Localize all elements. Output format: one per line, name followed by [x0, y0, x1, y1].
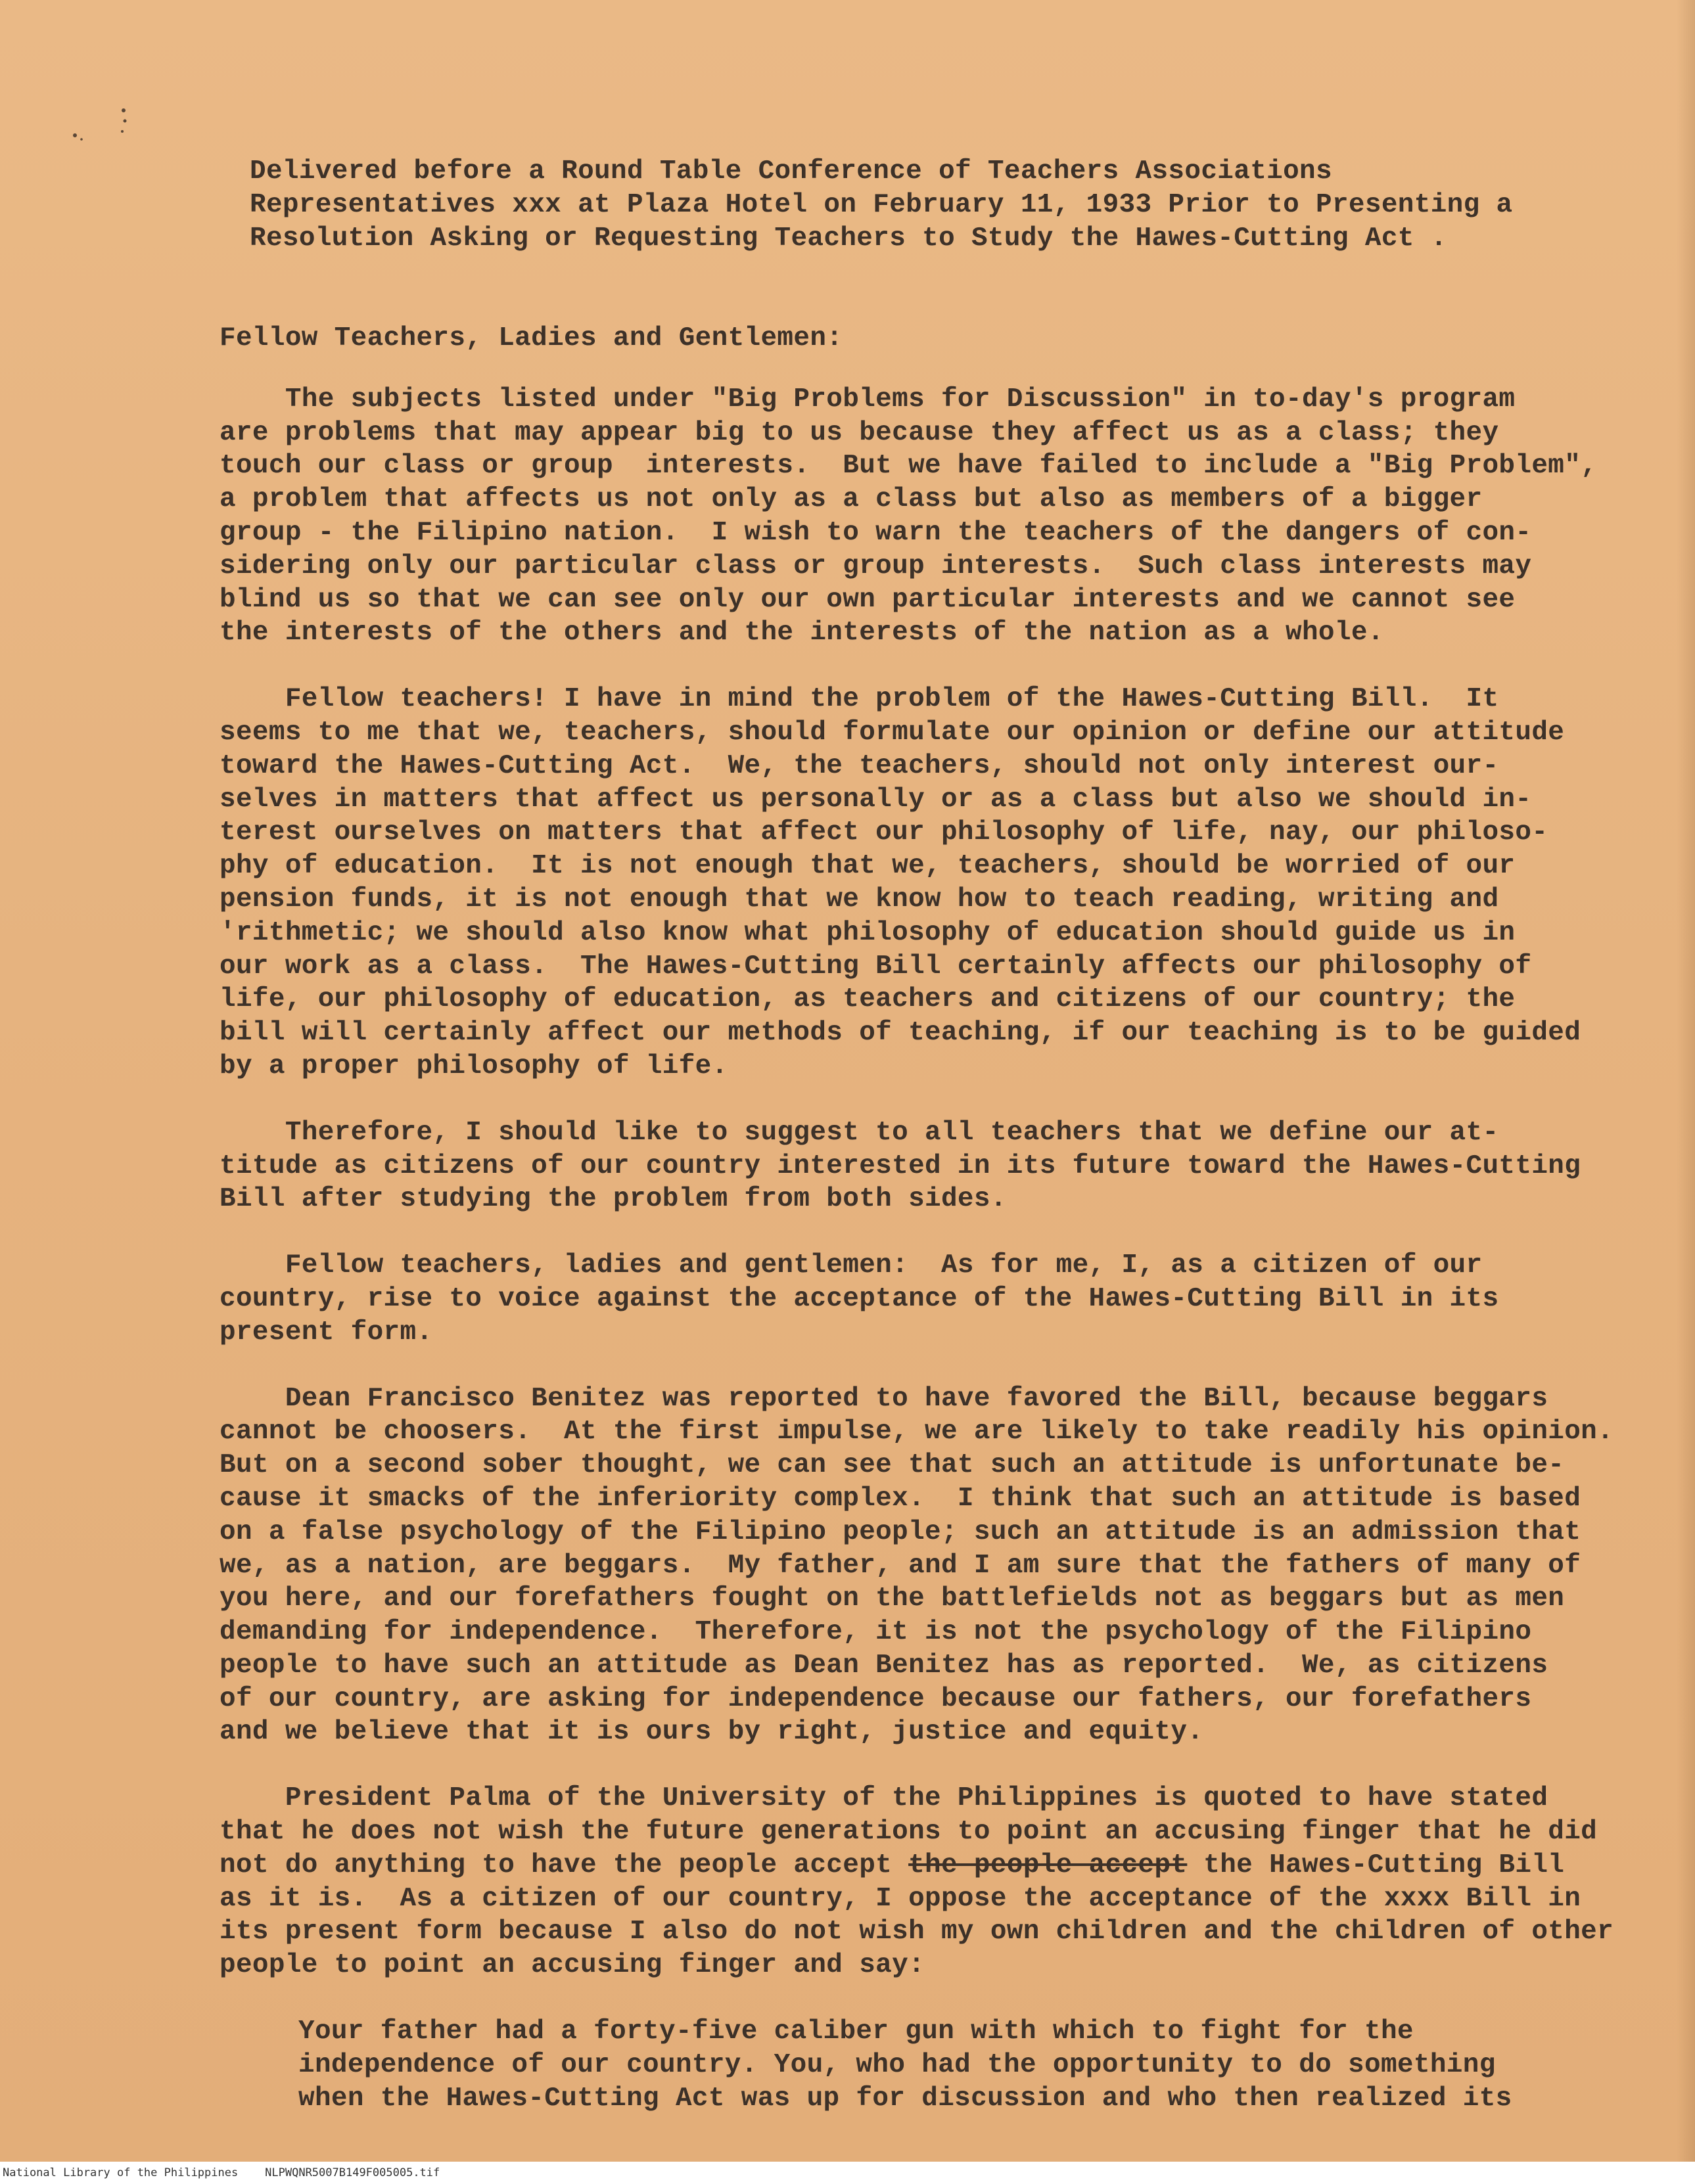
text-line: you here, and our forefathers fought on the battlefields not as beggars but as men: [220, 1583, 1565, 1614]
text-line: the interests of the others and the interests of the nation as a whole.: [220, 618, 1384, 648]
text-line: present form.: [220, 1317, 433, 1348]
quote-line: when the Hawes-Cutting Act was up for discussion and who then realized its: [298, 2083, 1512, 2114]
text-line: its present form because I also do not wish my own children and the children of other: [220, 1917, 1614, 1947]
quote-line: independence of our country. You, who had the opportunity to do something: [298, 2049, 1496, 2080]
paragraph: [220, 383, 1633, 650]
text-line: country, rise to voice against the acceptance of the Hawes-Cutting Bill in its: [220, 1283, 1499, 1314]
text-line: terest ourselves on matters that affect our philosophy of life, nay, our philoso-: [220, 817, 1548, 848]
text-line: Dean Francisco Benitez was reported to have favored the Bill, because beggars: [220, 1383, 1548, 1414]
text-line: demanding for independence. Therefore, it is not the psychology of the Filipino: [220, 1617, 1532, 1648]
text-line: 'rithmetic; we should also know what philosophy of education should guide us in: [220, 917, 1516, 948]
text-line: people to have such an attitude as Dean Benitez has as reported. We, as citizens: [220, 1650, 1548, 1681]
text-line: toward the Hawes-Cutting Act. We, the teachers, should not only interest our-: [220, 750, 1499, 781]
page-edge-shadow: [1677, 0, 1695, 2162]
text-line: we, as a nation, are beggars. My father, and I am sure that the fathers of many of: [220, 1550, 1581, 1581]
text-line: sidering only our particular class or group interests. Such class interests may: [220, 551, 1532, 581]
archive-footer: National Library of the Philippines NLPWQNR5007B149F005005.tif: [0, 2162, 1695, 2184]
text-line: touch our class or group interests. But we have failed to include a "Big Problem",: [220, 451, 1598, 482]
text-line: our work as a class. The Hawes-Cutting Bill certainly affects our philosophy of: [220, 951, 1532, 982]
text-line: that he does not wish the future generations to point an accusing finger that he did: [220, 1817, 1598, 1848]
text-line: bill will certainly affect our methods of teaching, if our teaching is to be guided: [220, 1018, 1581, 1049]
struck-text: the people accept: [908, 1850, 1188, 1880]
paragraph: [220, 1249, 1633, 1349]
paragraph: [220, 1116, 1633, 1216]
text-fragment: not do anything to have the people accept: [220, 1850, 909, 1880]
header-line: Resolution Asking or Requesting Teachers to Study the Hawes-Cutting Act .: [250, 223, 1447, 254]
text-line: But on a second sober thought, we can see that such an attitude is unfortunate be-: [220, 1450, 1565, 1481]
header-line: Representatives xxx at Plaza Hotel on February 11, 1933 Prior to Presenting a: [250, 189, 1513, 220]
text-line: Fellow teachers, ladies and gentlemen: As for me, I, as a citizen of our: [220, 1250, 1483, 1281]
text-line: life, our philosophy of education, as teachers and citizens of our country; the: [220, 984, 1516, 1015]
paragraph: [220, 683, 1633, 1083]
text-line: group - the Filipino nation. I wish to warn the teachers of the dangers of con-: [220, 517, 1532, 548]
text-line: seems to me that we, teachers, should formulate our opinion or define our attitude: [220, 717, 1565, 748]
document-header: [250, 155, 1564, 255]
text-line: phy of education. It is not enough that we, teachers, should be worried of our: [220, 851, 1516, 882]
text-line: by a proper philosophy of life.: [220, 1051, 728, 1081]
text-line: as it is. As a citizen of our country, I oppose the acceptance of the xxxx Bill in: [220, 1883, 1581, 1914]
salutation: Fellow Teachers, Ladies and Gentlemen:: [220, 323, 843, 353]
paragraph-palma: [220, 1782, 1633, 1982]
paper-specks: [66, 99, 145, 164]
text-line: are problems that may appear big to us because they affect us as a class; they: [220, 417, 1499, 448]
text-line: Therefore, I should like to suggest to all teachers that we define our at-: [220, 1117, 1499, 1148]
text-line: Fellow teachers! I have in mind the problem of the Hawes-Cutting Bill. It: [220, 684, 1499, 715]
text-line: President Palma of the University of the Philippines is quoted to have stated: [220, 1783, 1548, 1814]
paragraph: [220, 1382, 1633, 1750]
text-line: selves in matters that affect us personally or as a class but also we should in-: [220, 784, 1532, 815]
text-line: and we believe that it is ours by right, justice and equity.: [220, 1717, 1204, 1748]
text-line: [220, 1849, 1633, 1882]
document-body: [220, 322, 1633, 2115]
text-line: cannot be choosers. At the first impulse, we are likely to take readily his opinion.: [220, 1417, 1614, 1447]
quote-line: Your father had a forty-five caliber gun with which to fight for the: [298, 2016, 1414, 2047]
text-line: of our country, are asking for independence because our fathers, our forefathers: [220, 1683, 1532, 1714]
block-quote: [220, 2015, 1633, 2115]
text-line: Bill after studying the problem from both sides.: [220, 1184, 1007, 1215]
text-fragment: the Hawes-Cutting Bill: [1187, 1850, 1565, 1880]
text-line: blind us so that we can see only our own particular interests and we cannot see: [220, 584, 1516, 615]
header-line: Delivered before a Round Table Conference of Teachers Associations: [250, 156, 1332, 187]
text-line: a problem that affects us not only as a class but also as members of a bigger: [220, 484, 1483, 515]
text-line: The subjects listed under "Big Problems for Discussion" in to-day's program: [220, 384, 1516, 415]
text-line: people to point an accusing finger and say:: [220, 1950, 925, 1981]
text-line: on a false psychology of the Filipino people; such an attitude is an admission that: [220, 1516, 1581, 1547]
text-line: cause it smacks of the inferiority complex. I think that such an attitude is based: [220, 1483, 1581, 1514]
text-line: pension funds, it is not enough that we know how to teach reading, writing and: [220, 884, 1499, 915]
text-line: titude as citizens of our country interested in its future toward the Hawes-Cutting: [220, 1150, 1581, 1181]
